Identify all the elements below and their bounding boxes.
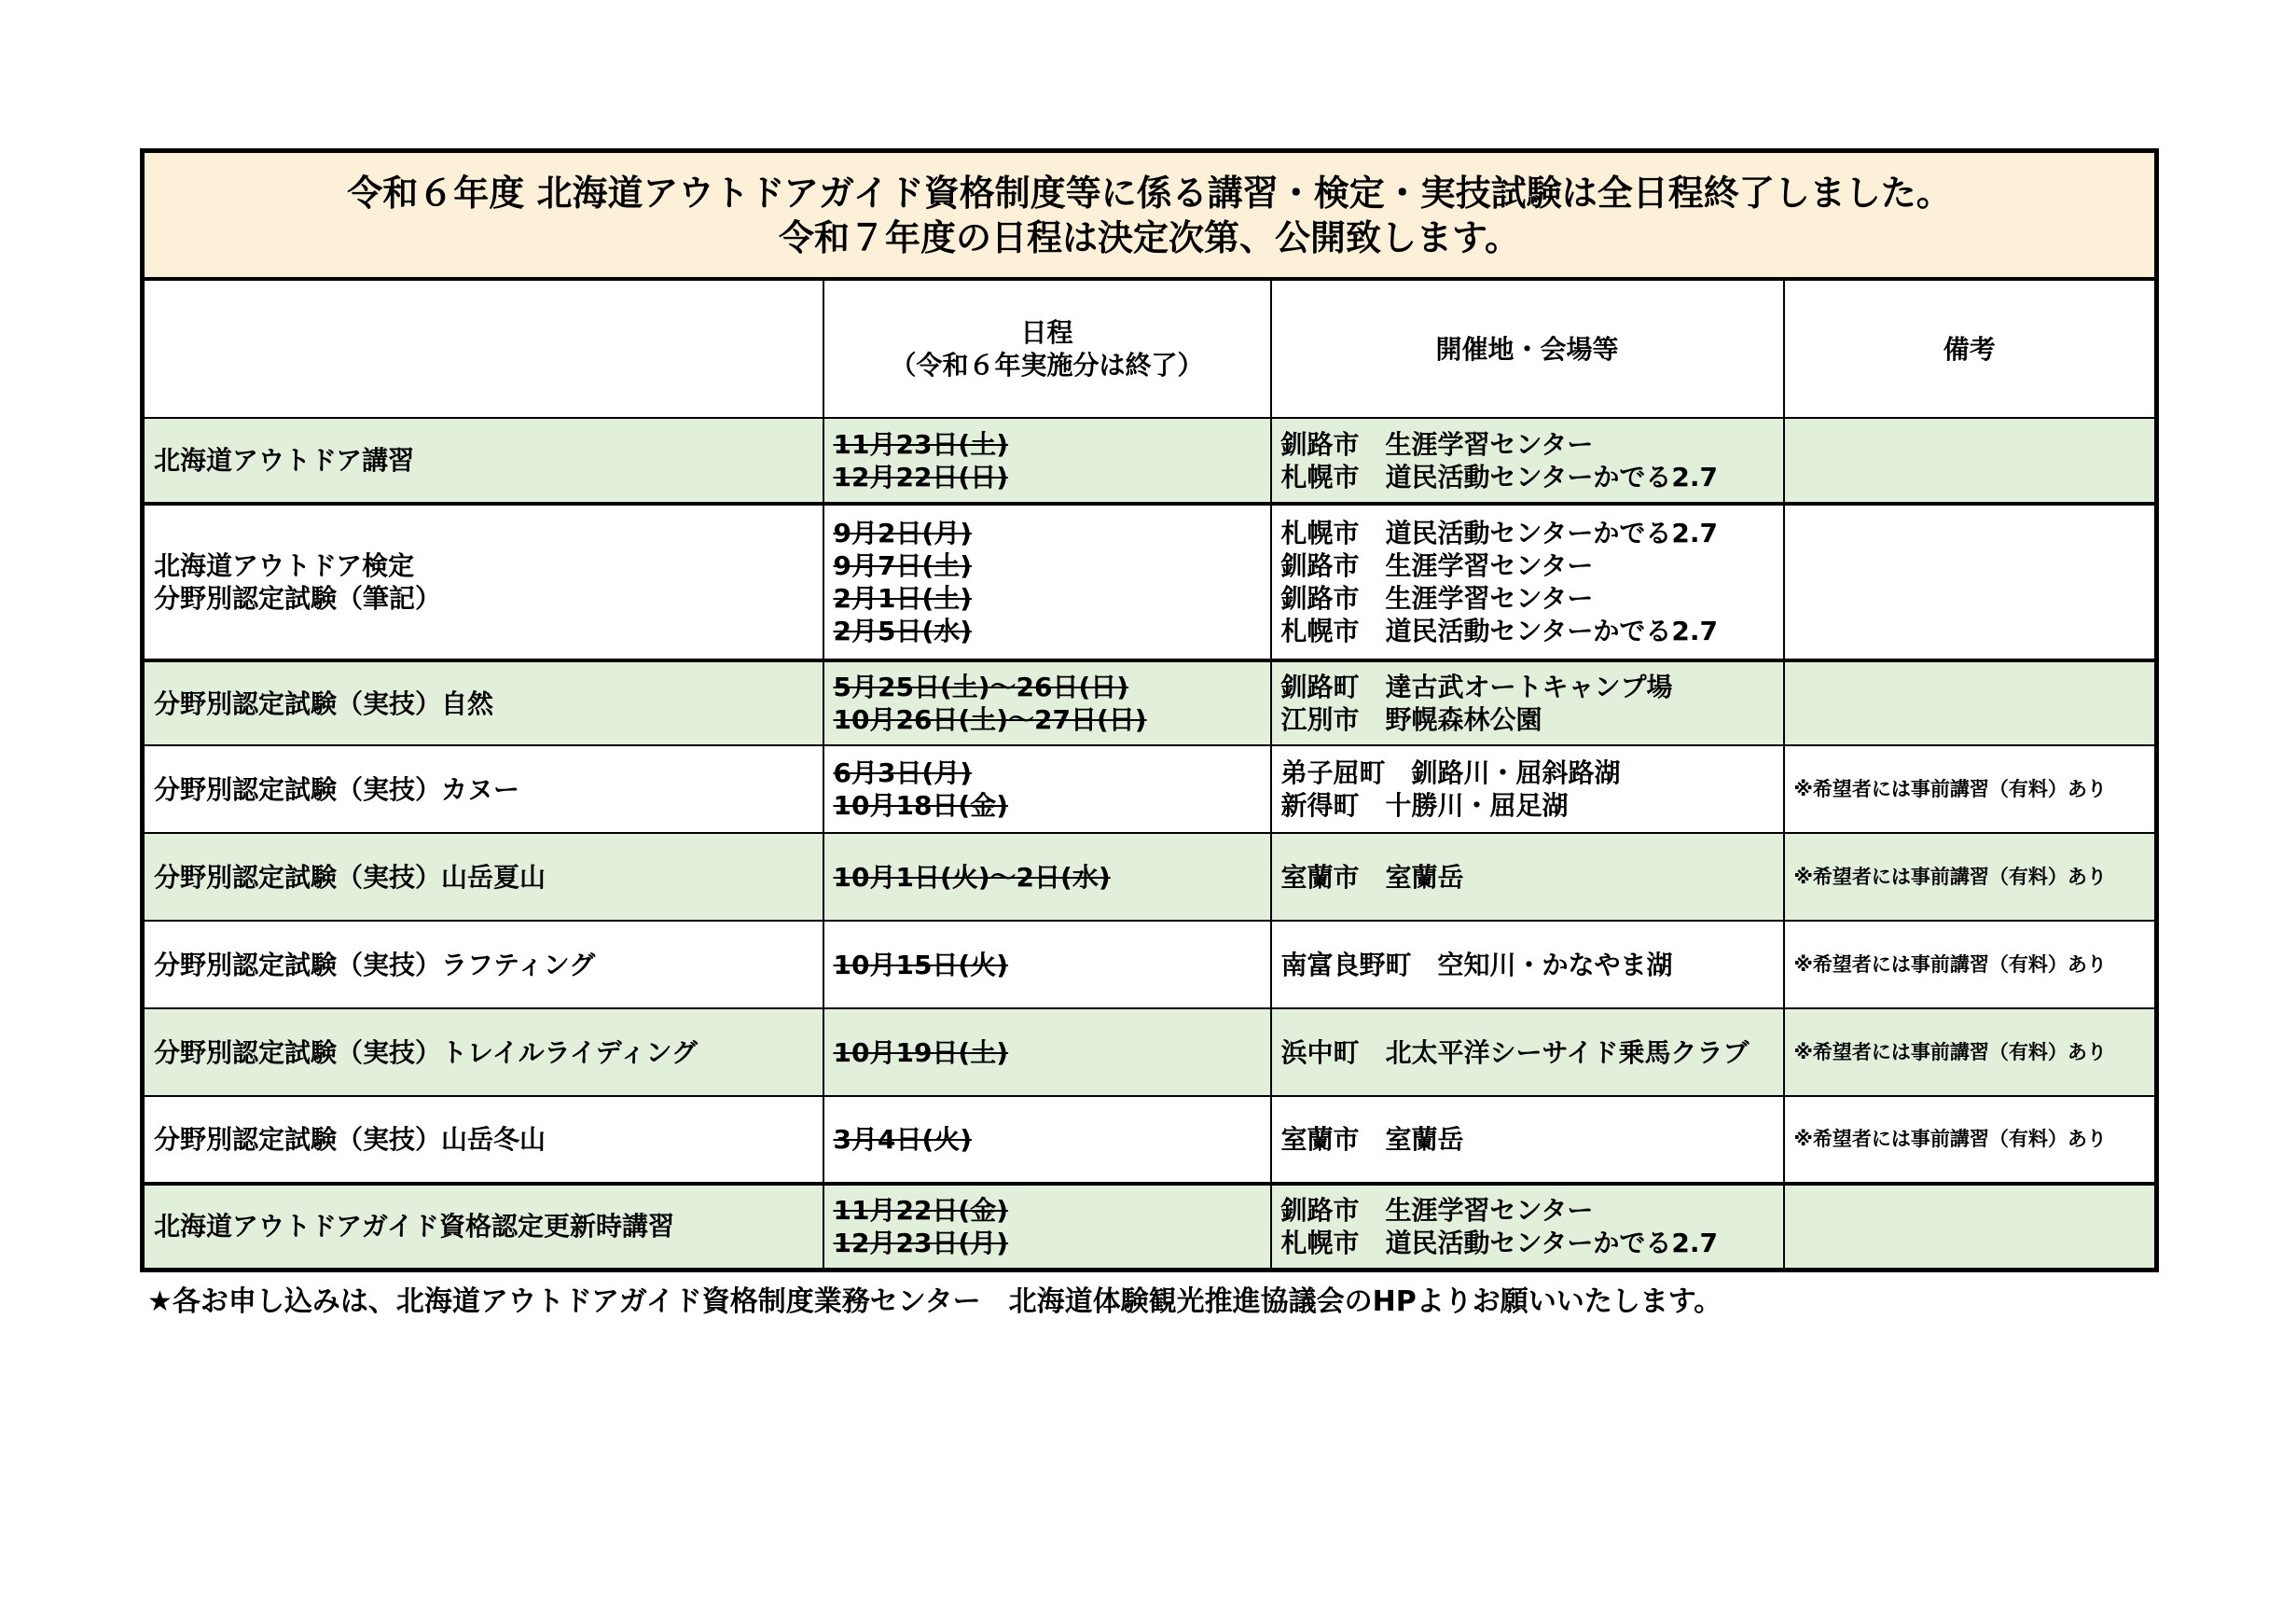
header-name <box>143 279 823 418</box>
venue-item: 浜中町 北太平洋シーサイド乗馬クラブ <box>1280 1036 1750 1068</box>
table-row <box>143 745 2157 833</box>
row-name: 分野別認定試験（実技）ラフティング <box>143 921 823 1008</box>
venue-item: 江別市 野幌森林公園 <box>1280 704 1542 735</box>
table-row <box>143 660 2157 745</box>
row-venues <box>1271 418 1784 504</box>
venue-item: 札幌市 道民活動センターかでる2.7 <box>1280 518 1718 548</box>
row-note <box>1784 504 2157 660</box>
footer-note: ★各お申し込みは、北海道アウトドアガイド資格制度業務センター 北海道体験観光推進協議会のHPよりお願いいたします。 <box>147 1284 1722 1318</box>
date-item: 5月25日(土)～26日(日) <box>833 672 1129 702</box>
venue-item: 南富良野町 空知川・かなやま湖 <box>1280 949 1673 980</box>
date-item: 10月1日(火)～2日(水) <box>833 861 1111 893</box>
venue-item: 札幌市 道民活動センターかでる2.7 <box>1280 1227 1718 1258</box>
header-schedule-line-1: 日程 <box>1020 317 1073 348</box>
row-note: ※希望者には事前講習（有料）あり <box>1784 1096 2157 1184</box>
date-item: 11月22日(金) <box>833 1194 1009 1226</box>
row-name: 北海道アウトドア講習 <box>143 418 823 504</box>
row-venues <box>1271 833 1784 921</box>
venue-item: 室蘭市 室蘭岳 <box>1280 861 1464 893</box>
row-dates <box>823 921 1271 1008</box>
row-dates <box>823 1008 1271 1096</box>
row-dates <box>823 418 1271 504</box>
row-name <box>143 504 823 660</box>
venue-item: 弟子屈町 釧路川・屈斜路湖 <box>1280 757 1621 788</box>
row-venues <box>1271 921 1784 1008</box>
row-name-line-2: 分野別認定試験（筆記） <box>154 583 442 614</box>
table-row <box>143 418 2157 504</box>
row-venues <box>1271 745 1784 833</box>
date-item: 10月18日(金) <box>833 790 1009 821</box>
row-name: 北海道アウトドアガイド資格認定更新時講習 <box>143 1184 823 1270</box>
header-venue: 開催地・会場等 <box>1271 279 1784 418</box>
date-item: 2月5日(水) <box>833 616 973 646</box>
date-item: 3月4日(火) <box>833 1124 973 1155</box>
row-name: 分野別認定試験（実技）カヌー <box>143 745 823 833</box>
row-name: 分野別認定試験（実技）山岳冬山 <box>143 1096 823 1184</box>
row-dates <box>823 1184 1271 1270</box>
venue-item: 新得町 十勝川・屈足湖 <box>1280 790 1569 821</box>
row-note <box>1784 660 2157 745</box>
venue-item: 札幌市 道民活動センターかでる2.7 <box>1280 616 1718 646</box>
title-line-2: 令和７年度の日程は決定次第、公開致します。 <box>779 216 1520 258</box>
row-name: 分野別認定試験（実技）自然 <box>143 660 823 745</box>
venue-item: 室蘭市 室蘭岳 <box>1280 1124 1464 1155</box>
row-venues <box>1271 1008 1784 1096</box>
row-note: ※希望者には事前講習（有料）あり <box>1784 921 2157 1008</box>
row-note: ※希望者には事前講習（有料）あり <box>1784 1008 2157 1096</box>
row-note: ※希望者には事前講習（有料）あり <box>1784 833 2157 921</box>
row-note: ※希望者には事前講習（有料）あり <box>1784 745 2157 833</box>
row-name-line-1: 北海道アウトドア検定 <box>154 550 415 581</box>
date-item: 12月22日(日) <box>833 461 1009 493</box>
header-schedule <box>823 279 1271 418</box>
table-row <box>143 1096 2157 1184</box>
date-item: 6月3日(月) <box>833 757 973 788</box>
row-dates <box>823 745 1271 833</box>
table-row <box>143 1008 2157 1096</box>
date-item: 11月23日(土) <box>833 428 1009 460</box>
venue-item: 釧路市 生涯学習センター <box>1280 1194 1594 1226</box>
row-note <box>1784 1184 2157 1270</box>
page-title <box>143 151 2157 280</box>
date-item: 10月19日(土) <box>833 1036 1009 1068</box>
row-venues <box>1271 660 1784 745</box>
date-item: 12月23日(月) <box>833 1227 1009 1258</box>
header-notes: 備考 <box>1784 279 2157 418</box>
table-row <box>143 833 2157 921</box>
row-venues <box>1271 1184 1784 1270</box>
row-dates <box>823 833 1271 921</box>
row-dates <box>823 504 1271 660</box>
venue-item: 釧路市 生涯学習センター <box>1280 583 1594 614</box>
row-name: 分野別認定試験（実技）山岳夏山 <box>143 833 823 921</box>
row-venues <box>1271 1096 1784 1184</box>
schedule-table <box>140 148 2159 1272</box>
venue-item: 釧路町 達古武オートキャンプ場 <box>1280 672 1673 702</box>
venue-item: 札幌市 道民活動センターかでる2.7 <box>1280 461 1718 493</box>
row-venues <box>1271 504 1784 660</box>
row-note <box>1784 418 2157 504</box>
title-line-1: 令和６年度 北海道アウトドアガイド資格制度等に係る講習・検定・実技試験は全日程終了しました。 <box>347 172 1952 214</box>
table-row <box>143 1184 2157 1270</box>
venue-item: 釧路市 生涯学習センター <box>1280 550 1594 581</box>
date-item: 9月7日(土) <box>833 550 973 581</box>
row-name: 分野別認定試験（実技）トレイルライディング <box>143 1008 823 1096</box>
venue-item: 釧路市 生涯学習センター <box>1280 428 1594 460</box>
row-dates <box>823 660 1271 745</box>
row-dates <box>823 1096 1271 1184</box>
schedule-sheet <box>140 148 2154 1319</box>
table-row <box>143 921 2157 1008</box>
date-item: 10月15日(火) <box>833 949 1009 980</box>
date-item: 2月1日(土) <box>833 583 973 614</box>
date-item: 10月26日(土)～27日(日) <box>833 704 1147 735</box>
date-item: 9月2日(月) <box>833 518 973 548</box>
table-header-row <box>143 279 2157 418</box>
header-schedule-line-2: （令和６年実施分は終了） <box>890 350 1204 381</box>
table-row <box>143 504 2157 660</box>
